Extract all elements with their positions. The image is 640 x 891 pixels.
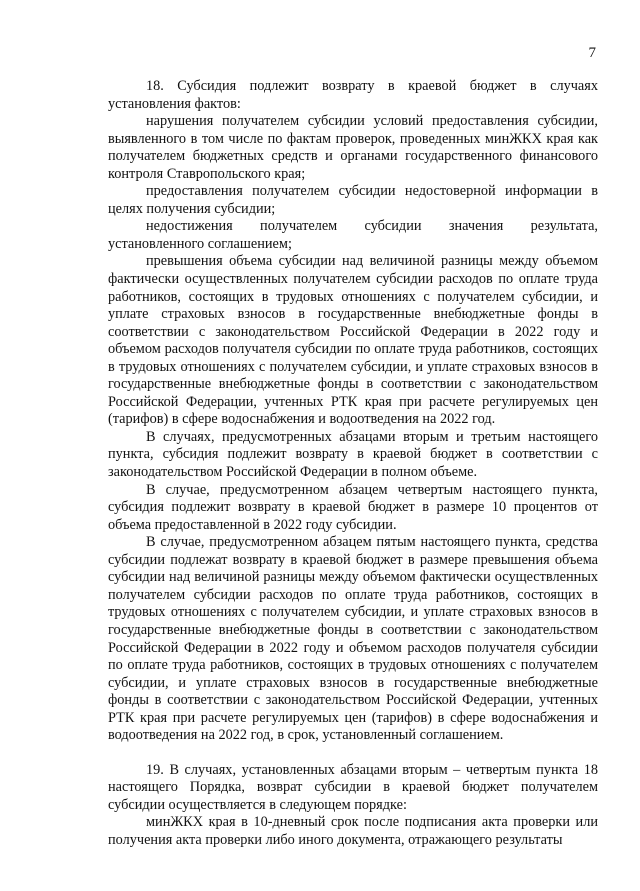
paragraph-excess-volume: превышения объема субсидии над величиной разницы между объемом фактически осуществленных получателем субсидии расходов по оплате труда работников, состоящих в трудовых отношениях с получателем субсидии, и уплате страховых взносов в государственные внебюджетные фонды в соответствии с законодательством Российской Федерации в 2022 году и объемом расходов получателя субсидии по оплате труда работников, состоящих в трудовых отношениях с получателем субсидии, и уплате страховых взносов в государственные внебюджетные фонды в соответствии с законодательством Российской Федерации, учтенных РТК края при расчете регулируемых цен (тарифов) в сфере водоснабжения и водоотведения на 2022 год. [108,253,598,428]
paragraph-ten-percent-return: В случае, предусмотренном абзацем четвертым настоящего пункта, субсидия подлежит возврату в краевой бюджет в размере 10 процентов от объема предоставленной в 2022 году субсидии. [108,481,598,533]
paragraph-false-information: предоставления получателем субсидии недостоверной информации в целях получения субсидии; [108,183,598,217]
paragraph-excess-return: В случае, предусмотренном абзацем пятым настоящего пункта, средства субсидии подлежат возврату в краевой бюджет в размере превышения объема субсидии над величиной разницы между объемом фактически осуществленных получателем субсидии расходов по оплате труда работников, состоящих в трудовых отношениях с получателем субсидии, и уплате страховых взносов в государственные внебюджетные фонды в соответствии с законодательством Российской Федерации в 2022 году и объемом расходов получателя субсидии по оплате труда работников, состоящих в трудовых отношениях с получателем субсидии, и уплате страховых взносов в государственные внебюджетные фонды в соответствии с законодательством Российской Федерации, учтенных РТК края при расчете регулируемых цен (тарифов) в сфере водоснабжения и водоотведения на 2022 год, в срок, установленный соглашением. [108,534,598,744]
page-number: 7 [588,45,596,61]
paragraph-19-intro: 19. В случаях, установленных абзацами вторым – четвертым пункта 18 настоящего Порядка, возврат субсидии в краевой бюджет получателем субсидии осуществляется в следующем порядке: [108,761,598,813]
paragraph-ministry-deadline: минЖКХ края в 10-дневный срок после подписания акта проверки или получения акта проверки либо иного документа, отражающего результаты [108,814,598,848]
paragraph-full-return: В случаях, предусмотренных абзацами вторым и третьим настоящего пункта, субсидия подлежит возврату в краевой бюджет в соответствии с законодательством Российской Федерации в полном объеме. [108,428,598,481]
paragraph-18-intro: 18. Субсидия подлежит возврату в краевой бюджет в случаях установления фактов: [108,78,598,112]
document-body [108,78,598,850]
paragraph-violation-conditions: нарушения получателем субсидии условий предоставления субсидии, выявленного в том числе по фактам проверок, проведенных минЖКХ края как получателем бюджетных средств и органами государственного финансового контроля Ставропольского края; [108,113,598,182]
paragraph-result-not-achieved: недостижения получателем субсидии значения результата, установленного соглашением; [108,218,598,252]
